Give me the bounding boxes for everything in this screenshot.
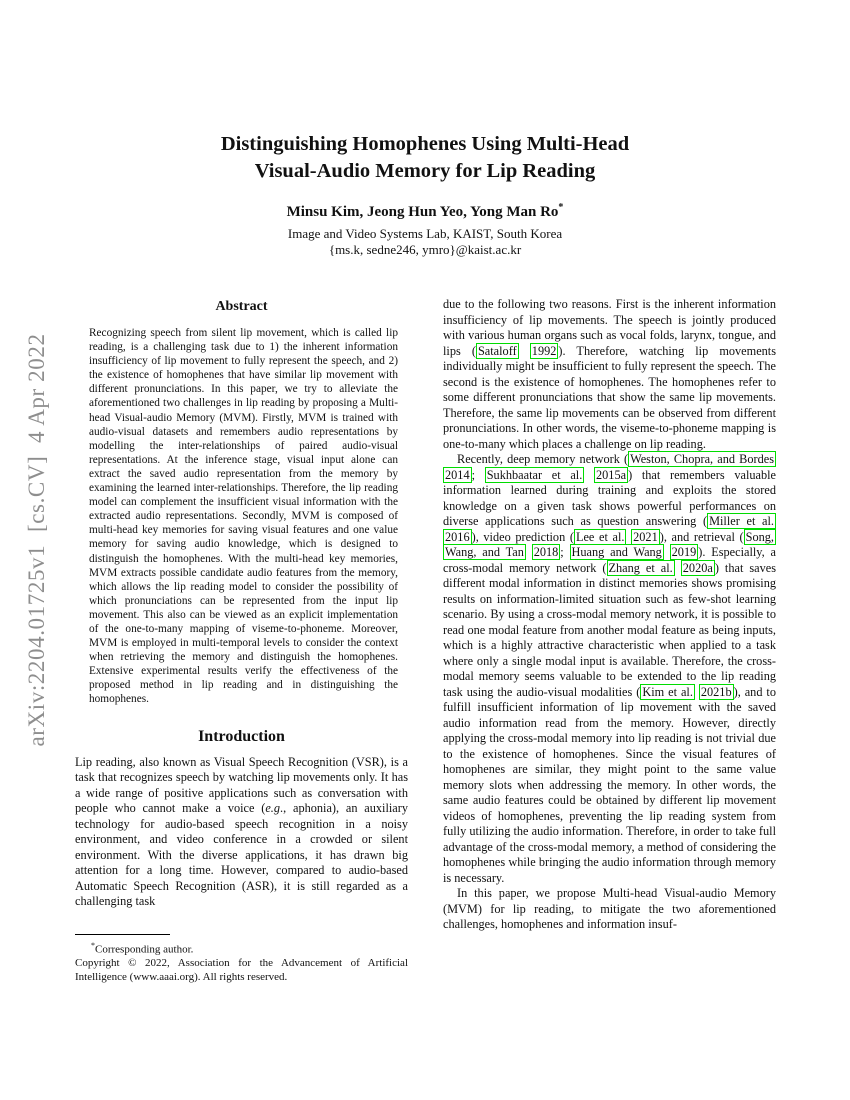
citation-link[interactable]: 2020a [682,560,713,575]
footnote-rule [75,934,170,935]
citation-link[interactable]: Huang and Wang [571,545,662,559]
email-line: {ms.k, sedne246, ymro}@kaist.ac.kr [328,242,522,257]
author-line [0,199,850,221]
citation-link[interactable]: Zhang et al. [608,560,673,575]
citation-link[interactable]: 1992 [531,343,557,358]
italic-text: e.g [265,801,281,816]
paper-title-line2: Visual-Audio Memory for Lip Reading [254,159,596,182]
citation-link[interactable]: 2019 [671,545,697,559]
citation-link[interactable]: 2021 [633,529,658,544]
intro-paragraph-1: Lip reading, also known as Visual Speech Recognition (VSR), is a task that recognizes speech by watching lip movements only. It has a wide range of positive applications such as conversation with people who cannot make a voice (e.g., aphonia), an auxiliary technology for audio-based speech recognition in a noisy environment, and video conference in a crowded or silent environment. With the diverse applications, it has drawn big attention for a long time. However, compared to audio-based Automatic Speech Recognition (ASR), it is still regarded as a challenging task [75,754,408,909]
citation-link[interactable]: 2015a [596,467,627,482]
paper-header [0,131,850,257]
intro-paragraph-4: In this paper, we propose Multi-head Visual-audio Memory (MVM) for lip reading, to mitigate the two aforementioned challenges, homophenes and information insuf- [443,886,776,931]
introduction-heading: Introduction [198,727,285,745]
footnote-mark: * [91,941,95,950]
arxiv-watermark: arXiv:2204.01725v1 [cs.CV] 4 Apr 2022 [24,333,49,747]
citation-link[interactable]: 2021b [700,684,732,699]
citation-link[interactable]: Song, Wang, and Tan [445,529,774,559]
corresponding-author-mark: * [558,202,564,213]
citation-link[interactable]: Lee et al. [575,529,625,544]
affiliation: Image and Video Systems Lab, KAIST, South Korea [287,226,563,241]
left-column [75,297,408,910]
footnote [75,931,408,991]
right-column [443,297,776,933]
citation-link[interactable]: Sataloff [477,343,517,358]
abstract-text: Recognizing speech from silent lip movement, which is called lip reading, is a challenging task due to 1) the inherent information insufficiency of lip movement to fully represent the speech, and 2) the existence of homophenes that have similar lip movement with different pronunciations. In this paper, we try to alleviate the aforementioned two challenges in lip reading by proposing a Multi-head Visual-audio Memory (MVM). Firstly, MVM is trained with audio-visual datasets and remembers audio representations by modelling the inter-relationships of paired audio-visual representations. At the inference stage, visual input alone can extract the saved audio representation from the memory by examining the learned inter-relationships. Therefore, the lip reading model can complement the insufficient visual information with the extracted audio representations. Secondly, MVM is composed of multi-head key memories for saving visual features and one value memory for saving audio knowledge, which is designed to distinguish the homophenes. With the multi-head key memories, MVM extracts possible candidate audio features from the memory, which allows the lip reading model to consider the possibility of which pronunciations can be represented from the input lip movement. This also can be viewed as an explicit implementation of the one-to-many mapping of viseme-to-phoneme. Moreover, MVM is employed in multi-temporal levels to consider the context when retrieving the memory and distinguish the homophenes. Extensive experimental results verify the effectiveness of the proposed method in lip reading and in distinguishing the homophenes. [89,327,398,706]
intro-paragraph-2: due to the following two reasons. First is the inherent information insufficiency of lip movements. The speech is jointly produced with various human organs such as vocal folds, larynx, tongue, and lips ( Sataloff 1992 ). Therefore, watching lip movements individually might be insufficient to fully represent the speech. The second is the existence of homophenes. The homophenes refer to some different pronunciations that show the same lip movements. Therefore, the same lip movements can be observed from different pronunciations. In other words, the viseme-to-phoneme mapping is one-to-many which places a challenge on lip reading. [443,297,777,451]
citation-link[interactable]: Sukhbaatar et al. [486,467,583,482]
intro-paragraph-3: Recently, deep memory network ( Weston, Chopra, and Bordes 2014 ; Sukhbaatar et al. 2015a ) that remembers valuable information learned during training and exploits the stored knowledge on a given task shows powerful performances on diverse applications such as question answering ( Miller et al. 2016 ), video prediction ( Lee et al. 2021 ), and retrieval ( Song, Wang, and Tan 2018 ; Huang and Wang 2019 ). Especially, a cross-modal memory network ( Zhang et al. 2020a ) that saves different modal information in distinct memories shows promising results on information-limited situation such as few-shot learning scenario. By using a cross-modal memory network, it is possible to read one modal feature from another modal feature as being inputs, which is a highly attractive characteristic when applied to a task where only a single modal input is available. Therefore, the cross-modal memory seems valuable to be extended to the lip reading task using the audio-visual modalities ( Kim et al. 2021b ), and to fulfill insufficient information of lip movement with the saved audio information read from the memory. However, directly applying the cross-modal memory into lip reading is not trivial due to the existence of homophenes. Since the visual features of homophenes are similar, they might point to the same value memory slots when addressing the memory. In other words, the same audio features could be obtained by different lip movement videos of homophenes, preventing the lip reading system from fully utilizing the audio information. Therefore, in order to take full advantage of the cross-modal memory, a method of considering the homophenes while bringing the audio information through memory is necessary. [443,452,777,885]
citation-link[interactable]: 2018 [533,545,559,559]
footnote-copyright: Copyright © 2022, Association for the Advancement of Artificial Intelligence (www.aaai.org). All rights reserved. [75,957,408,983]
citation-link[interactable]: Weston, Chopra, and Bordes [630,452,774,466]
footnote-corresponding-text: Corresponding author. [95,943,194,956]
citation-link[interactable]: 2014 [445,467,470,482]
paper-title-line1: Distinguishing Homophenes Using Multi-Head [220,133,630,155]
author-names: Minsu Kim, Jeong Hun Yeo, Yong Man Ro [286,204,559,220]
footnote-corresponding [75,939,408,957]
citation-link[interactable]: Kim et al. [642,684,693,699]
citation-link[interactable]: Miller et al. [709,514,774,528]
paper-title [0,131,850,184]
citation-link[interactable]: 2016 [445,529,470,544]
abstract-heading: Abstract [215,299,268,314]
